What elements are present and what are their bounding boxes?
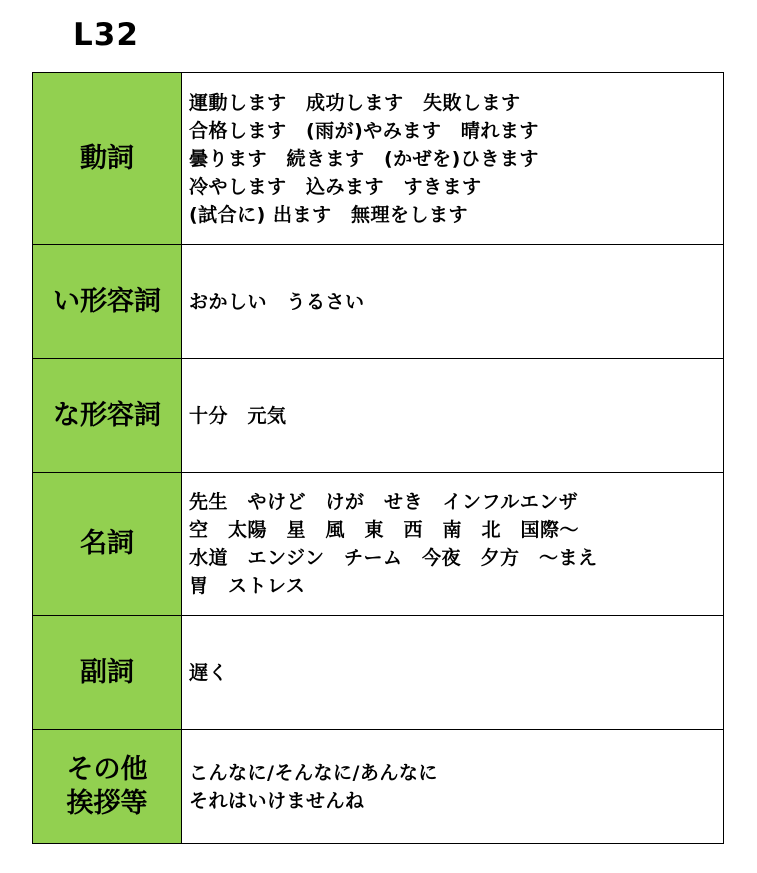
category-cell-adverbs — [33, 616, 182, 730]
word-line: 運動します 成功します 失敗します — [189, 91, 521, 114]
words-cell-na-adjectives — [182, 359, 724, 473]
word-line: 空 太陽 星 風 東 西 南 北 国際～ — [189, 519, 580, 541]
word-line: 曇ります 続きます (かぜを)ひきます — [189, 147, 539, 170]
word-line: それはいけませんね — [189, 789, 365, 812]
table-row-adverbs — [33, 616, 724, 730]
vocabulary-table — [32, 72, 724, 844]
word-line: おかしい うるさい — [189, 290, 365, 313]
category-cell-others — [33, 730, 182, 844]
word-line: こんなに/そんなに/あんなに — [189, 761, 438, 784]
word-line: 冷やします 込みます すきます — [189, 175, 482, 198]
category-cell-verbs — [33, 73, 182, 245]
table-row-nouns — [33, 473, 724, 616]
words-cell-others — [182, 730, 724, 844]
category-label: 動詞 — [80, 142, 134, 174]
word-line: 胃 ストレス — [189, 575, 306, 597]
category-cell-i-adjectives — [33, 245, 182, 359]
words-cell-nouns — [182, 473, 724, 616]
category-label: い形容詞 — [53, 285, 161, 317]
category-cell-na-adjectives — [33, 359, 182, 473]
words-cell-verbs — [182, 73, 724, 245]
category-label: その他 — [66, 753, 148, 785]
table-row-verbs — [33, 73, 724, 245]
word-line: 十分 元気 — [189, 404, 287, 427]
word-line: 遅く — [189, 661, 229, 684]
word-line: 合格します (雨が)やみます 晴れます — [189, 119, 539, 142]
category-label: 副詞 — [80, 656, 134, 688]
category-label: な形容詞 — [53, 399, 161, 431]
word-line: (試合に) 出ます 無理をします — [189, 203, 468, 226]
category-label: 名詞 — [80, 528, 134, 559]
page-title: L32 — [73, 17, 139, 53]
word-line: 先生 やけど けが せき インフルエンザ — [189, 491, 579, 513]
category-label: 挨拶等 — [66, 787, 148, 819]
words-cell-adverbs — [182, 616, 724, 730]
category-cell-nouns — [33, 473, 182, 616]
table-row-others — [33, 730, 724, 844]
word-line: 水道 エンジン チーム 今夜 夕方 ～まえ — [189, 547, 598, 569]
table-row-i-adjectives — [33, 245, 724, 359]
table-row-na-adjectives — [33, 359, 724, 473]
words-cell-i-adjectives — [182, 245, 724, 359]
